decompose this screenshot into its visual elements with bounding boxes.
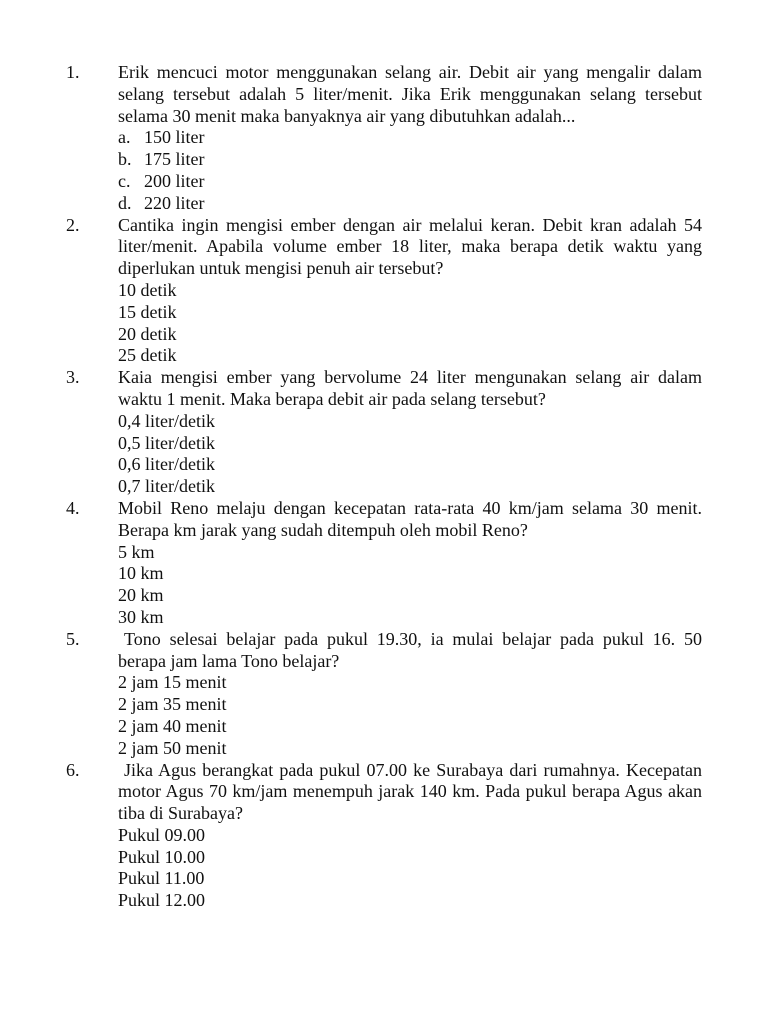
option-letter: d. xyxy=(118,192,132,213)
option-letter: c. xyxy=(118,170,131,191)
question-number: 4. xyxy=(66,497,80,518)
question-text: Mobil Reno melaju dengan kecepatan rata-rata 40 km/jam selama 30 menit. Berapa km jarak yang sudah ditempuh oleh mobil Reno? xyxy=(118,497,702,540)
option-item: 2 jam 40 menit xyxy=(118,715,227,736)
question-number: 3. xyxy=(66,367,80,388)
option-item: Pukul 12.00 xyxy=(118,890,206,911)
option-item: Pukul 10.00 xyxy=(118,846,206,867)
question-text: Cantika ingin mengisi ember dengan air melalui keran. Debit kran adalah 54 liter/menit. Apabila volume ember 18 liter, maka berapa detik waktu yang diperlukan untuk mengisi penuh air tersebut? xyxy=(118,214,702,279)
question-4 xyxy=(0,498,768,629)
question-5 xyxy=(0,629,768,760)
option-b xyxy=(118,149,702,171)
option-item: 15 detik xyxy=(118,301,177,322)
option-list xyxy=(118,280,702,367)
question-number: 5. xyxy=(66,628,80,649)
option-list xyxy=(118,672,702,759)
option-item: 2 jam 15 menit xyxy=(118,672,227,693)
option-item: 0,6 liter/detik xyxy=(118,454,215,475)
option-list xyxy=(118,411,702,498)
option-text: 220 liter xyxy=(144,192,205,213)
option-letter: a. xyxy=(118,127,131,148)
option-item: 0,5 liter/detik xyxy=(118,432,215,453)
option-item: Pukul 09.00 xyxy=(118,824,206,845)
option-list xyxy=(118,825,702,912)
question-6 xyxy=(0,760,768,913)
option-item: 0,7 liter/detik xyxy=(118,476,215,497)
option-item: 2 jam 50 menit xyxy=(118,737,227,758)
question-number: 1. xyxy=(66,62,80,82)
question-2 xyxy=(0,215,768,368)
option-d xyxy=(118,193,702,215)
question-number: 6. xyxy=(66,759,80,780)
question-text: Erik mencuci motor menggunakan selang air. Debit air yang mengalir dalam selang tersebut adalah 5 liter/menit. Jika Erik menggunakan selang tersebut selama 30 menit maka banyaknya air yang dibutuhkan adalah... xyxy=(118,62,702,126)
option-item: 10 detik xyxy=(118,279,177,300)
option-letter: b. xyxy=(118,149,132,170)
option-text: 150 liter xyxy=(144,127,205,148)
option-list xyxy=(118,542,702,629)
question-1 xyxy=(0,62,768,215)
option-text: 175 liter xyxy=(144,149,205,170)
option-item: 5 km xyxy=(118,541,155,562)
question-text: Jika Agus berangkat pada pukul 07.00 ke Surabaya dari rumahnya. Kecepatan motor Agus 70 km/jam menempuh jarak 140 km. Pada pukul berapa Agus akan tiba di Surabaya? xyxy=(118,759,702,824)
option-item: 0,4 liter/detik xyxy=(118,410,215,431)
option-item: 20 km xyxy=(118,585,164,606)
option-item: 25 detik xyxy=(118,345,177,366)
option-item: Pukul 11.00 xyxy=(118,868,205,889)
option-list xyxy=(118,127,702,214)
option-item: 2 jam 35 menit xyxy=(118,694,227,715)
option-a xyxy=(118,127,702,149)
option-item: 20 detik xyxy=(118,323,177,344)
option-text: 200 liter xyxy=(144,170,205,191)
question-text: Kaia mengisi ember yang bervolume 24 liter mengunakan selang air dalam waktu 1 menit. Maka berapa debit air pada selang tersebut? xyxy=(118,367,702,409)
option-c xyxy=(118,171,702,193)
question-text: Tono selesai belajar pada pukul 19.30, ia mulai belajar pada pukul 16. 50 berapa jam lama Tono belajar? xyxy=(118,628,702,671)
question-3 xyxy=(0,367,768,498)
option-item: 10 km xyxy=(118,563,164,584)
option-item: 30 km xyxy=(118,606,164,627)
question-number: 2. xyxy=(66,214,80,235)
